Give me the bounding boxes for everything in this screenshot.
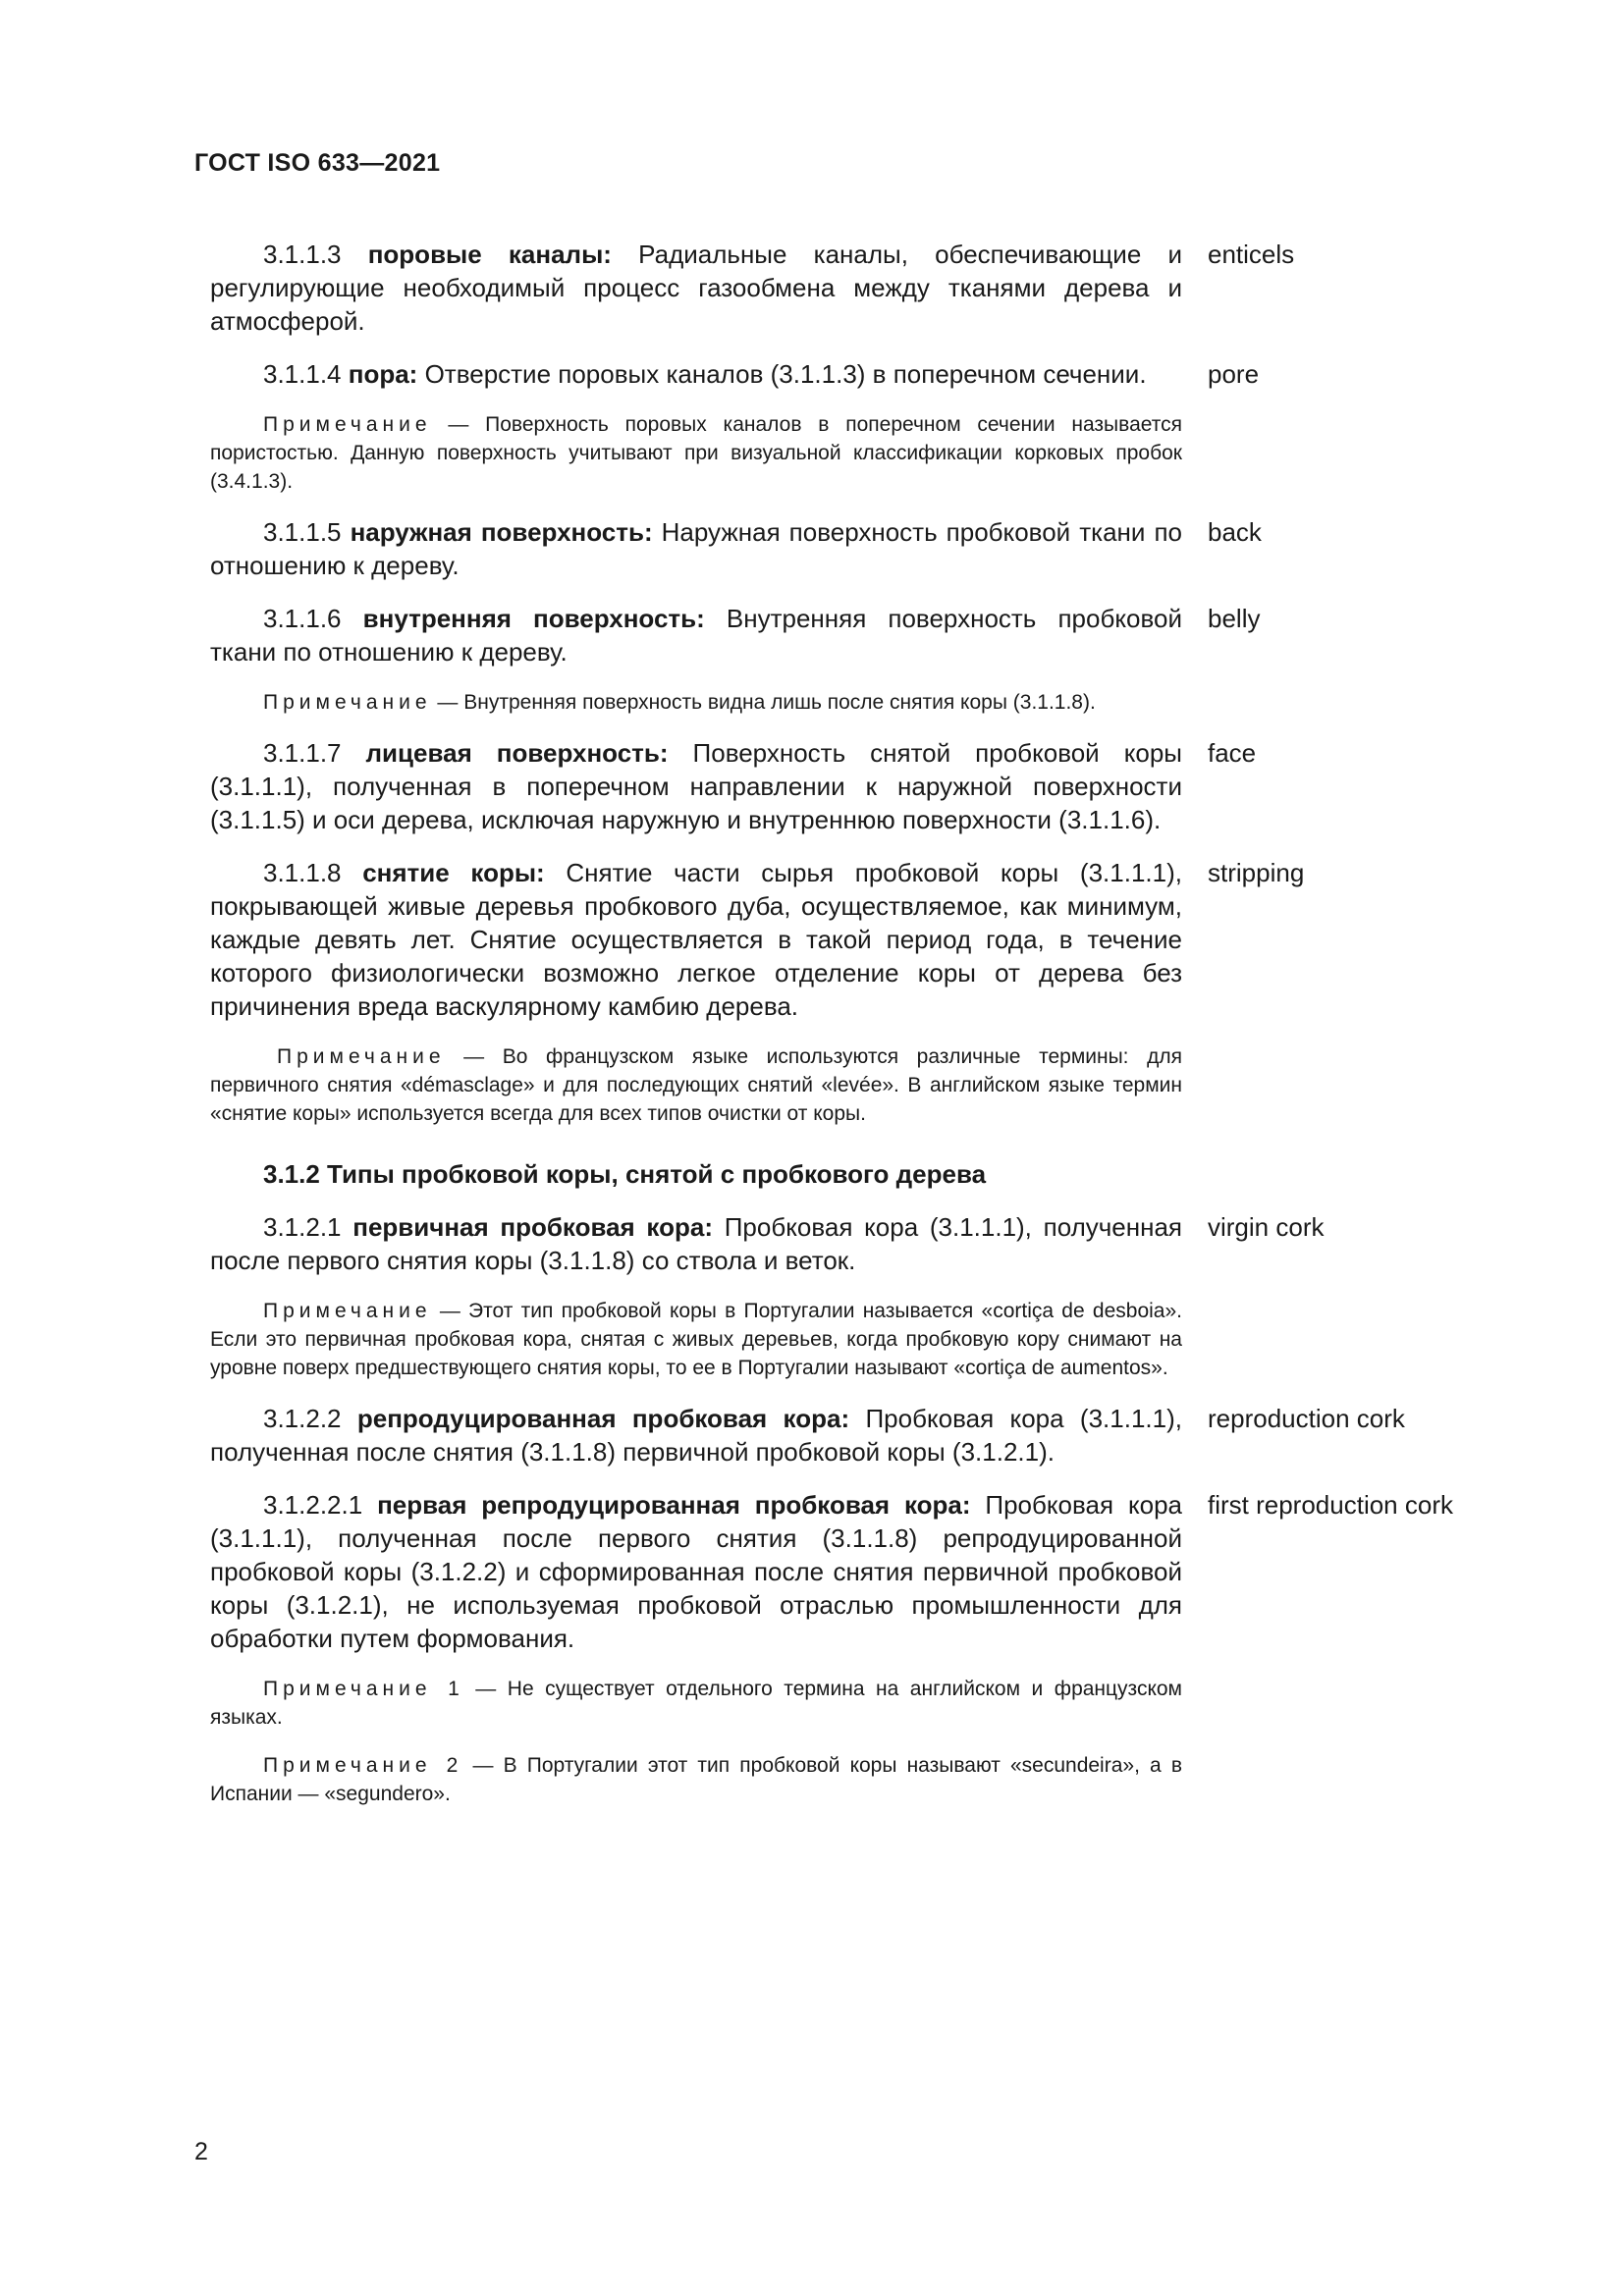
page-number: 2	[194, 2138, 208, 2165]
term-entry	[210, 238, 1487, 338]
term-definition: Поверхность снятой пробковой коры (3.1.1.1), полученная в поперечном направлении к наружной поверхности (3.1.1.5) и оси дерева, исключая наружную и внутреннюю поверхности (3.1.1.6).	[210, 738, 1182, 834]
note-text: — Этот тип пробковой коры в Португалии называется «cortiça de desboia». Если это первичная пробковая кора, снятая с живых деревьев, когда пробковую кору снимают на уровне поверх предшествующего снятия коры, то ее в Португалии называют «cortiça de aumentos».	[210, 1300, 1182, 1379]
term-name: наружная поверхность:	[350, 517, 653, 547]
document-body	[210, 238, 1487, 1828]
term-number: 3.1.1.4	[263, 359, 342, 389]
term-number: 3.1.1.6	[263, 604, 342, 633]
term-definition: Пробковая кора (3.1.1.1), полученная после снятия (3.1.1.8) первичной пробковой коры (3.1.2.1).	[210, 1404, 1182, 1467]
term-english: first reproduction cork	[1208, 1490, 1453, 1520]
term-english: face	[1208, 738, 1257, 768]
note-label: Примечание 1	[263, 1678, 464, 1700]
term-english: back	[1208, 517, 1262, 547]
term-entry	[210, 357, 1487, 391]
term-name: первичная пробковая кора:	[352, 1212, 713, 1242]
note-text: — В Португалии этот тип пробковой коры называют «secundeira», а в Испании — «segundero».	[210, 1754, 1182, 1805]
note-label: Примечание	[263, 691, 432, 714]
term-entry	[210, 1402, 1487, 1468]
note-text: — Поверхность поровых каналов в поперечном сечении называется пористостью. Данную поверхность учитывают при визуальной классификации корковых пробок (3.4.1.3).	[210, 413, 1182, 493]
term-name: лицевая поверхность:	[365, 738, 669, 768]
term-number: 3.1.1.3	[263, 240, 342, 269]
term-note	[210, 1751, 1182, 1808]
term-definition: Отверстие поровых каналов (3.1.1.3) в поперечном сечении.	[424, 359, 1147, 389]
term-note	[210, 1297, 1182, 1382]
term-entry	[210, 1488, 1487, 1655]
note-text: — Не существует отдельного термина на английском и французском языках.	[210, 1678, 1182, 1729]
term-english: virgin cork	[1208, 1212, 1325, 1242]
term-name: поровые каналы:	[367, 240, 612, 269]
term-entry	[210, 856, 1487, 1023]
term-number: 3.1.1.5	[263, 517, 342, 547]
term-entry	[210, 1210, 1487, 1277]
term-name: первая репродуцированная пробковая кора:	[377, 1490, 971, 1520]
document-header: ГОСТ ISO 633—2021	[194, 149, 441, 177]
term-name: снятие коры:	[362, 858, 545, 887]
term-definition: Пробковая кора (3.1.1.1), полученная после первого снятия коры (3.1.1.8) со ствола и веток.	[210, 1212, 1183, 1275]
note-text: — Внутренняя поверхность видна лишь после снятия коры (3.1.1.8).	[437, 691, 1096, 714]
term-name: пора:	[348, 359, 418, 389]
term-entry	[210, 602, 1487, 668]
term-entry	[210, 515, 1487, 582]
term-name: репродуцированная пробковая кора:	[356, 1404, 850, 1433]
term-number: 3.1.1.8	[263, 858, 342, 887]
term-number: 3.1.2.2.1	[263, 1490, 363, 1520]
term-note	[210, 1042, 1182, 1128]
term-note	[210, 410, 1182, 496]
term-number: 3.1.1.7	[263, 738, 342, 768]
term-english: enticels	[1208, 240, 1295, 269]
term-definition: Наружная поверхность пробковой ткани по отношению к дереву.	[210, 517, 1182, 580]
note-text: — Во французском языке используются различные термины: для первичного снятия «démasclage» и для последующих снятий «levée». В английском языке термин «снятие коры» используется всегда для всех типов очистки от коры.	[210, 1045, 1182, 1125]
term-english: pore	[1208, 359, 1260, 389]
term-note	[210, 1675, 1182, 1732]
note-label: Примечание	[277, 1045, 446, 1068]
term-english: reproduction cork	[1208, 1404, 1405, 1433]
note-label: Примечание 2	[263, 1754, 463, 1777]
term-number: 3.1.2.1	[263, 1212, 342, 1242]
term-definition: Внутренняя поверхность пробковой ткани по отношению к дереву.	[210, 604, 1182, 667]
term-definition: Пробковая кора (3.1.1.1), полученная после первого снятия (3.1.1.8) репродуцированной пробковой коры (3.1.2.2) и сформированная после снятия первичной пробковой коры (3.1.2.1), не используемая пробковой отраслью промышленности для обработки путем формования.	[210, 1490, 1182, 1653]
note-label: Примечание	[263, 413, 432, 436]
term-name: внутренняя поверхность:	[362, 604, 705, 633]
term-number: 3.1.2.2	[263, 1404, 342, 1433]
note-label: Примечание	[263, 1300, 432, 1322]
term-entry	[210, 736, 1487, 836]
term-definition: Снятие части сырья пробковой коры (3.1.1.1), покрывающей живые деревья пробкового дуба, осуществляемое, как минимум, каждые девять лет. Снятие осуществляется в такой период года, в течение которого физиологически возможно легкое отделение коры от дерева без причинения вреда васкулярному камбию дерева.	[210, 858, 1182, 1021]
term-english: belly	[1208, 604, 1261, 633]
term-note	[210, 688, 1182, 717]
term-english: stripping	[1208, 858, 1305, 887]
section-heading: 3.1.2 Типы пробковой коры, снятой с пробкового дерева	[263, 1159, 987, 1189]
term-definition: Радиальные каналы, обеспечивающие и регулирующие необходимый процесс газообмена между тканями дерева и атмосферой.	[210, 240, 1182, 336]
